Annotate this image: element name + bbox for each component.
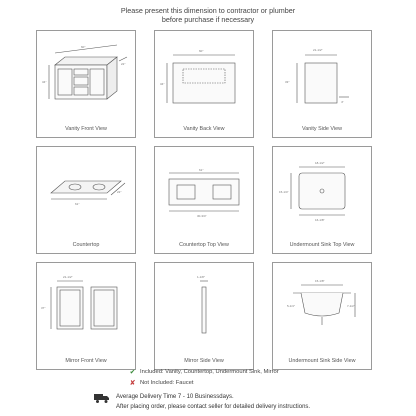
mirror-side-drawing <box>159 267 249 349</box>
svg-text:4": 4" <box>341 100 344 104</box>
panel-vanity-back-view <box>154 30 254 138</box>
legend-included: Included: Vanity, Countertop, Undermount Sink, Mirror <box>140 368 279 375</box>
sink-top-drawing <box>277 151 367 233</box>
caption-vanity-side-view: Vanity Side View <box>302 126 342 132</box>
svg-text:15-1/8": 15-1/8" <box>315 279 325 283</box>
panel-vanity-front-view <box>36 30 136 138</box>
header <box>0 6 416 24</box>
svg-text:61": 61" <box>199 168 204 172</box>
svg-text:21-1/2": 21-1/2" <box>63 275 73 279</box>
caption-undermount-sink-side-view: Undermount Sink Side View <box>288 358 356 364</box>
svg-text:22": 22" <box>121 62 126 66</box>
svg-text:34": 34" <box>160 82 165 86</box>
svg-text:22": 22" <box>117 190 122 194</box>
caption-undermount-sink-top-view: Undermount Sink Top View <box>289 242 355 248</box>
svg-text:15-1/4": 15-1/4" <box>279 190 289 194</box>
header-line-1: Please present this dimension to contractor or plumber <box>120 6 296 15</box>
caption-countertop: Countertop <box>72 242 100 248</box>
caption-countertop-top-view: Countertop Top View <box>179 242 229 248</box>
delivery-instructions: After placing order, please contact seller for detailed delivery instructions. <box>116 404 311 410</box>
countertop-drawing <box>41 151 131 233</box>
svg-text:18-1/2": 18-1/2" <box>315 161 325 165</box>
svg-text:61": 61" <box>75 202 80 206</box>
panel-mirror-side-view <box>154 262 254 370</box>
panel-undermount-sink-side-view <box>272 262 372 370</box>
svg-text:60": 60" <box>81 45 86 49</box>
caption-vanity-back-view: Vanity Back View <box>183 126 225 132</box>
panel-countertop-top-view <box>154 146 254 254</box>
svg-text:5-1/4": 5-1/4" <box>287 304 295 308</box>
header-line-2: before purchase if necessary <box>161 15 255 24</box>
svg-text:21-1/2": 21-1/2" <box>313 48 323 52</box>
svg-text:30-3/4": 30-3/4" <box>197 214 207 218</box>
sink-side-drawing <box>277 267 367 349</box>
delivery-time: Average Delivery Time 7 - 10 Businessdays. <box>116 394 234 400</box>
vanity-back-drawing <box>159 35 249 117</box>
svg-text:60": 60" <box>199 49 204 53</box>
caption-vanity-front-view: Vanity Front View <box>65 126 107 132</box>
mirror-front-drawing <box>41 267 131 349</box>
caption-mirror-front-view: Mirror Front View <box>65 358 107 364</box>
legend-included-row <box>128 366 279 377</box>
panel-vanity-side-view <box>272 30 372 138</box>
panel-countertop <box>36 146 136 254</box>
panel-mirror-front-view <box>36 262 136 370</box>
svg-text:1-1/8": 1-1/8" <box>197 275 205 279</box>
delivery-info <box>94 392 310 412</box>
svg-text:37": 37" <box>41 306 46 310</box>
vanity-front-drawing <box>41 35 131 117</box>
countertop-top-drawing <box>159 151 249 233</box>
panel-undermount-sink-top-view <box>272 146 372 254</box>
truck-icon <box>94 393 110 404</box>
check-icon: ✔ <box>129 368 136 376</box>
svg-text:33": 33" <box>285 80 290 84</box>
svg-text:7-1/2": 7-1/2" <box>347 304 355 308</box>
legend-not-included-row <box>128 377 279 388</box>
cross-icon: ✘ <box>129 379 136 387</box>
legend-not-included: Not Included: Faucet <box>140 379 194 386</box>
caption-mirror-side-view: Mirror Side View <box>184 358 224 364</box>
legend <box>128 366 279 388</box>
svg-text:16-1/8": 16-1/8" <box>315 218 325 222</box>
svg-text:34": 34" <box>42 80 47 84</box>
vanity-side-drawing <box>277 35 367 117</box>
